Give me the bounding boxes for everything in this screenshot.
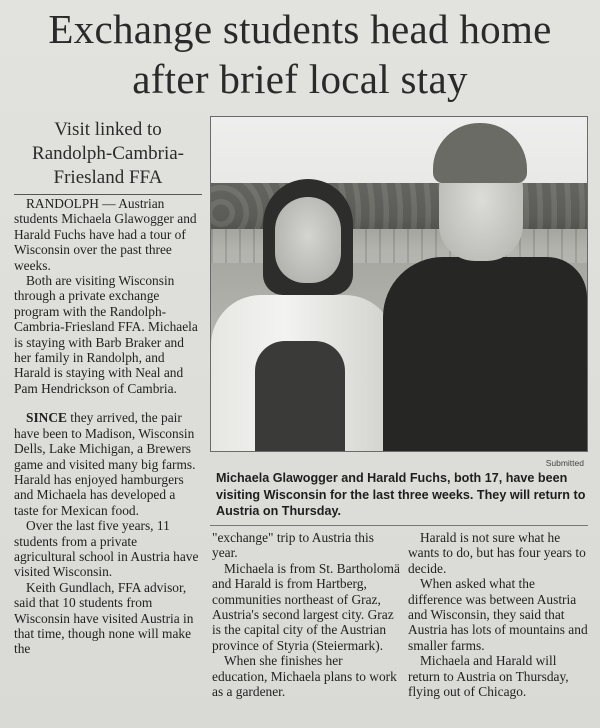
- subheadline-line-3: Friesland FFA: [53, 167, 163, 188]
- photo-person-right-hair: [433, 123, 527, 183]
- paragraph-text: they arrived, the pair have been to Madison, Wisconsin Dells, Lake Michigan, a Brewers game and visited many big farms. Harald has enjoyed hamburgers and Michaela has developed a taste for Mexican food.: [14, 410, 196, 518]
- paragraph: Harald is not sure what he wants to do, but has four years to decide.: [408, 530, 586, 576]
- paragraph: [14, 410, 200, 518]
- subheadline-line-1: Visit linked to: [54, 119, 162, 140]
- subheadline: [8, 118, 208, 190]
- headline-line-2: after brief local stay: [132, 56, 468, 102]
- paragraph: Both are visiting Wisconsin through a private exchange program with the Randolph-Cambria-Friesland FFA. Michaela is staying with Barb Braker and her family in Randolph, and Harald is staying with Neal and Pam Hendrickson of Cambria.: [14, 273, 198, 396]
- photo-exchange-students: [210, 116, 588, 452]
- paragraph: When asked what the difference was between Austria and Wisconsin, they said that Austria has lots of mountains and smaller farms.: [408, 576, 588, 653]
- paragraph: Keith Gundlach, FFA advisor, said that 10 students from Wisconsin have visited Austria in that time, though none will make the: [14, 579, 194, 657]
- paragraph: When she finishes her education, Michaela plans to work as a gardener.: [212, 653, 397, 700]
- subheadline-rule: [14, 194, 202, 195]
- paragraph: RANDOLPH — Austrian students Michaela Glawogger and Harald Fuchs have had a tour of Wisconsin over the past three weeks.: [14, 196, 197, 273]
- paragraph: Over the last five years, 11 students from a private agricultural school in Austria have visited Wisconsin.: [14, 518, 199, 580]
- subheadline-line-2: Randolph-Cambria-: [32, 143, 184, 164]
- article-column-1: [14, 196, 200, 657]
- photo-credit: Submitted: [545, 458, 584, 468]
- caption-rule: [210, 525, 588, 526]
- article-column-2: [212, 530, 400, 699]
- paragraph-lead-in: SINCE: [26, 410, 67, 426]
- paragraph: Michaela is from St. Bartholomä and Harald is from Hartberg, communities northeast of Graz, Austria's second largest city. Graz is the capital city of the Austrian province of Styria (Steiermark).: [212, 560, 400, 653]
- photo-person-left-top: [255, 341, 345, 451]
- photo-person-right-body: [383, 257, 587, 451]
- headline-line-1: Exchange students head home: [48, 6, 552, 52]
- paragraph: Michaela and Harald will return to Austria on Thursday, flying out of Chicago.: [408, 653, 569, 700]
- headline: [8, 4, 592, 104]
- paragraph: "exchange" trip to Austria this year.: [212, 530, 374, 561]
- article-column-3: [408, 530, 590, 699]
- photo-person-left-face: [275, 197, 341, 283]
- photo-caption: Michaela Glawogger and Harald Fuchs, both 17, have been visiting Wisconsin for the last three weeks. They will return to Austria on Thursday.: [216, 471, 586, 518]
